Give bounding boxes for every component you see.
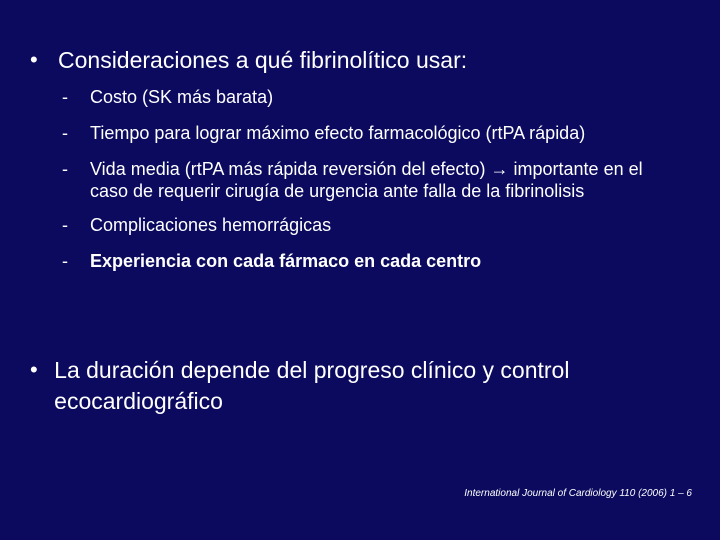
dash-marker: - xyxy=(62,159,68,179)
sub-item-time xyxy=(62,122,702,144)
bullet-marker: • xyxy=(30,47,38,72)
dash-marker: - xyxy=(62,215,68,235)
sub-item-experience xyxy=(62,250,702,272)
sub-item-text: Experiencia con cada fármaco en cada centro xyxy=(90,251,482,271)
sub-item-cost xyxy=(62,86,702,108)
citation: International Journal of Cardiology 110 (2006) 1 – 6 xyxy=(464,488,692,499)
sub-item-text: Tiempo para lograr máximo efecto farmacológico (rtPA rápida) xyxy=(90,123,586,143)
sub-item-text: Costo (SK más barata) xyxy=(90,87,274,107)
bullet-marker: • xyxy=(30,357,38,382)
sub-item-text: Complicaciones hemorrágicas xyxy=(90,215,332,235)
sub-item-half-life xyxy=(62,158,702,202)
dash-marker: - xyxy=(62,251,68,271)
bullet-text: Consideraciones a qué fibrinolítico usar: xyxy=(58,47,468,73)
bullet-considerations xyxy=(30,45,690,76)
bullet-text: La duración depende del progreso clínico y control ecocardiográfico xyxy=(54,357,570,414)
dash-marker: - xyxy=(62,123,68,143)
bullet-duration xyxy=(30,355,690,417)
dash-marker: - xyxy=(62,87,68,107)
sub-item-text: Vida media (rtPA más rápida reversión del efecto) → importante en el caso de requerir cirugía de urgencia ante falla de la fibrinolisis xyxy=(90,159,643,201)
sub-list xyxy=(62,86,702,286)
sub-item-bleeding xyxy=(62,214,702,236)
